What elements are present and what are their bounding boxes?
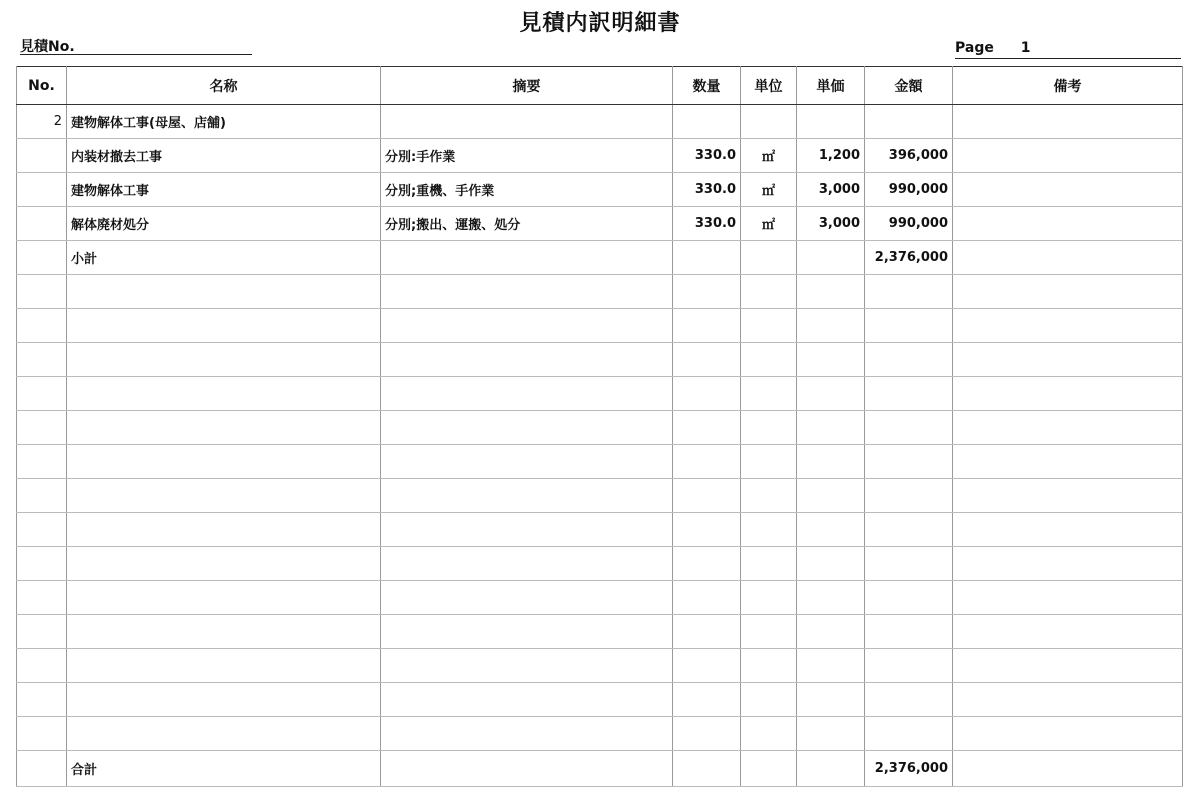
cell-name: 小計	[67, 241, 381, 275]
cell-no	[17, 547, 67, 581]
cell-unit-price	[797, 445, 865, 479]
table-row	[17, 173, 1183, 207]
cell-description	[381, 581, 673, 615]
cell-quantity	[673, 241, 741, 275]
cell-unit	[741, 241, 797, 275]
cell-name	[67, 615, 381, 649]
cell-no	[17, 649, 67, 683]
cell-amount	[865, 309, 953, 343]
cell-name	[67, 309, 381, 343]
cell-unit-price	[797, 683, 865, 717]
cell-amount	[865, 513, 953, 547]
cell-unit	[741, 275, 797, 309]
table-row	[17, 649, 1183, 683]
cell-quantity	[673, 105, 741, 139]
cell-no	[17, 615, 67, 649]
cell-no	[17, 683, 67, 717]
cell-amount	[865, 377, 953, 411]
cell-remarks	[953, 309, 1183, 343]
cell-unit	[741, 683, 797, 717]
total-label: 合計	[67, 751, 381, 787]
cell-amount	[865, 717, 953, 751]
cell-amount: 2,376,000	[865, 241, 953, 275]
cell-remarks	[953, 479, 1183, 513]
cell-unit: ㎡	[741, 139, 797, 173]
cell-description	[381, 683, 673, 717]
cell-name	[67, 547, 381, 581]
table-row	[17, 309, 1183, 343]
cell-amount	[865, 445, 953, 479]
cell-unit: ㎡	[741, 207, 797, 241]
cell-no	[17, 377, 67, 411]
cell-unit	[741, 479, 797, 513]
estimate-no-field	[20, 36, 252, 55]
cell-remarks	[953, 581, 1183, 615]
cell-no	[17, 717, 67, 751]
cell-no	[17, 275, 67, 309]
cell-unit	[741, 105, 797, 139]
cell-name	[67, 513, 381, 547]
cell-unit	[741, 547, 797, 581]
cell-description: 分別;搬出、運搬、処分	[381, 207, 673, 241]
cell-description: 分別:手作業	[381, 139, 673, 173]
cell-quantity	[673, 309, 741, 343]
table-row	[17, 241, 1183, 275]
total-amount: 2,376,000	[865, 751, 953, 787]
cell-no	[17, 479, 67, 513]
cell-name	[67, 377, 381, 411]
cell-no	[17, 241, 67, 275]
cell-unit	[741, 615, 797, 649]
cell-description	[381, 241, 673, 275]
cell-no	[17, 411, 67, 445]
table-row	[17, 581, 1183, 615]
cell-name	[67, 445, 381, 479]
cell-description	[381, 445, 673, 479]
cell-no	[17, 173, 67, 207]
cell-quantity	[673, 717, 741, 751]
cell-quantity	[673, 513, 741, 547]
cell-name: 解体廃材処分	[67, 207, 381, 241]
cell-unit-price	[797, 547, 865, 581]
table-row	[17, 547, 1183, 581]
table-row	[17, 207, 1183, 241]
table-row	[17, 275, 1183, 309]
cell-amount	[865, 105, 953, 139]
cell-remarks	[953, 717, 1183, 751]
cell-quantity: 330.0	[673, 207, 741, 241]
cell-name	[67, 411, 381, 445]
cell-remarks	[953, 139, 1183, 173]
page-number: 1	[1020, 40, 1031, 56]
cell-no	[17, 207, 67, 241]
cell-quantity	[673, 547, 741, 581]
cell-unit-price: 3,000	[797, 207, 865, 241]
cell-amount: 990,000	[865, 173, 953, 207]
cell-unit-price: 1,200	[797, 139, 865, 173]
cell-description	[381, 343, 673, 377]
cell-unit-price	[797, 241, 865, 275]
cell-quantity	[673, 377, 741, 411]
cell-unit-price	[797, 615, 865, 649]
cell-amount	[865, 343, 953, 377]
cell-name	[67, 479, 381, 513]
cell-remarks	[953, 343, 1183, 377]
cell-quantity	[673, 445, 741, 479]
page-label: Page	[955, 40, 994, 56]
cell-remarks	[953, 207, 1183, 241]
cell-amount	[865, 411, 953, 445]
cell-remarks	[953, 105, 1183, 139]
cell-description	[381, 275, 673, 309]
cell-no	[17, 343, 67, 377]
cell-description: 分別;重機、手作業	[381, 173, 673, 207]
cell-amount	[865, 581, 953, 615]
table-row	[17, 377, 1183, 411]
cell-amount	[865, 649, 953, 683]
cell-unit-price	[797, 105, 865, 139]
cell-name: 内装材撤去工事	[67, 139, 381, 173]
cell-amount: 990,000	[865, 207, 953, 241]
cell-unit	[741, 581, 797, 615]
cell-name: 建物解体工事(母屋、店舗)	[67, 105, 381, 139]
cell-no	[17, 445, 67, 479]
cell-quantity	[673, 343, 741, 377]
document-title: 見積内訳明細書	[519, 11, 681, 36]
cell-description	[381, 105, 673, 139]
cell-no	[17, 309, 67, 343]
cell-quantity: 330.0	[673, 139, 741, 173]
cell-name	[67, 717, 381, 751]
cell-remarks	[953, 547, 1183, 581]
table-body	[17, 105, 1183, 751]
header-description: 摘要	[381, 67, 673, 105]
cell-unit	[741, 343, 797, 377]
cell-unit-price	[797, 581, 865, 615]
cell-description	[381, 547, 673, 581]
cell-description	[381, 649, 673, 683]
cell-unit: ㎡	[741, 173, 797, 207]
cell-amount	[865, 275, 953, 309]
table-row	[17, 343, 1183, 377]
cell-unit	[741, 377, 797, 411]
table-row	[17, 615, 1183, 649]
cell-description	[381, 411, 673, 445]
table-header-row	[17, 67, 1183, 105]
cell-description	[381, 479, 673, 513]
cell-unit	[741, 445, 797, 479]
header-no: No.	[17, 67, 67, 105]
cell-unit-price: 3,000	[797, 173, 865, 207]
table-row	[17, 683, 1183, 717]
estimate-detail-table	[16, 66, 1183, 787]
header-name: 名称	[67, 67, 381, 105]
cell-quantity: 330.0	[673, 173, 741, 207]
cell-name: 建物解体工事	[67, 173, 381, 207]
cell-unit-price	[797, 479, 865, 513]
cell-description	[381, 309, 673, 343]
cell-remarks	[953, 445, 1183, 479]
cell-description	[381, 615, 673, 649]
cell-amount	[865, 683, 953, 717]
header-quantity: 数量	[673, 67, 741, 105]
cell-unit-price	[797, 275, 865, 309]
cell-unit	[741, 309, 797, 343]
cell-unit-price	[797, 309, 865, 343]
cell-name	[67, 683, 381, 717]
table-row	[17, 411, 1183, 445]
cell-remarks	[953, 649, 1183, 683]
cell-unit-price	[797, 377, 865, 411]
cell-name	[67, 581, 381, 615]
header-unit: 単位	[741, 67, 797, 105]
cell-quantity	[673, 275, 741, 309]
header-unit-price: 単価	[797, 67, 865, 105]
cell-amount	[865, 479, 953, 513]
cell-no	[17, 513, 67, 547]
cell-quantity	[673, 615, 741, 649]
table-row	[17, 513, 1183, 547]
cell-amount: 396,000	[865, 139, 953, 173]
cell-name	[67, 343, 381, 377]
cell-unit	[741, 411, 797, 445]
cell-remarks	[953, 513, 1183, 547]
table-row	[17, 445, 1183, 479]
cell-unit-price	[797, 411, 865, 445]
cell-remarks	[953, 377, 1183, 411]
cell-no	[17, 139, 67, 173]
table-row	[17, 479, 1183, 513]
cell-description	[381, 717, 673, 751]
cell-quantity	[673, 683, 741, 717]
header-amount: 金額	[865, 67, 953, 105]
cell-description	[381, 513, 673, 547]
cell-name	[67, 275, 381, 309]
cell-remarks	[953, 411, 1183, 445]
cell-unit	[741, 717, 797, 751]
cell-amount	[865, 615, 953, 649]
cell-unit-price	[797, 343, 865, 377]
cell-amount	[865, 547, 953, 581]
table-row	[17, 105, 1183, 139]
cell-unit	[741, 649, 797, 683]
cell-unit-price	[797, 717, 865, 751]
cell-unit	[741, 513, 797, 547]
cell-quantity	[673, 649, 741, 683]
cell-quantity	[673, 479, 741, 513]
cell-description	[381, 377, 673, 411]
cell-remarks	[953, 683, 1183, 717]
estimate-no-label: 見積No.	[20, 39, 75, 55]
page-indicator	[955, 40, 1181, 59]
cell-no	[17, 581, 67, 615]
cell-unit-price	[797, 513, 865, 547]
cell-quantity	[673, 581, 741, 615]
cell-name	[67, 649, 381, 683]
cell-remarks	[953, 615, 1183, 649]
cell-quantity	[673, 411, 741, 445]
table-row	[17, 717, 1183, 751]
table-row	[17, 139, 1183, 173]
cell-no: 2	[17, 105, 67, 139]
cell-remarks	[953, 173, 1183, 207]
cell-remarks	[953, 241, 1183, 275]
cell-unit-price	[797, 649, 865, 683]
cell-remarks	[953, 275, 1183, 309]
header-remarks: 備考	[953, 67, 1183, 105]
